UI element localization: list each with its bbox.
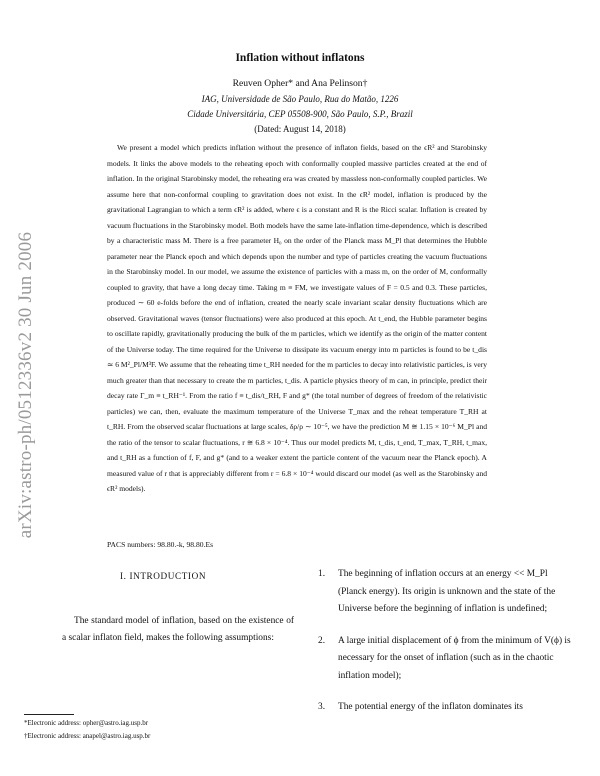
pacs-numbers: PACS numbers: 98.80.-k, 98.80.Es xyxy=(107,540,214,549)
intro-text: The standard model of inflation, based on the existence of a scalar inflaton field, makes the following assumptions: xyxy=(62,616,294,643)
footnote-2: †Electronic address: anapel@astro.iag.usp.br xyxy=(24,732,151,740)
arxiv-identifier: arXiv:astro-ph/0512336v2 30 Jun 2006 xyxy=(15,231,36,539)
list-item-number: 2. xyxy=(318,635,326,646)
affiliation-line-2: Cidade Universitária, CEP 05508-900, São Paulo, S.P., Brazil xyxy=(187,109,413,119)
abstract xyxy=(107,140,487,497)
list-item-number: 3. xyxy=(318,702,326,712)
arxiv-sidebar xyxy=(6,175,46,595)
author-list: Reuven Opher* and Ana Pelinson† xyxy=(232,78,368,89)
list-item xyxy=(318,566,576,619)
footnote-divider xyxy=(24,714,74,715)
introduction-paragraph xyxy=(62,613,294,647)
list-item-text: A large initial displacement of ϕ from the minimum of V(ϕ) is necessary for the onset of inflation (such as in the chaotic inflation model); xyxy=(338,635,571,681)
list-item xyxy=(318,699,576,717)
assumptions-list xyxy=(318,566,576,731)
affiliation-line-1: IAG, Universidade de São Paulo, Rua do Matão, 1226 xyxy=(201,94,399,104)
footnote-1: *Electronic address: opher@astro.iag.usp.br xyxy=(24,719,149,727)
abstract-text: We present a model which predicts inflation without the presence of inflaton fields, based on the ϵR² and Starobinsky models. It links the above models to the reheating epoch with conformally coupled massive particles created at the end of inflation. In the original Starobinsky model, the reheating era was created by massless non-conformally coupled particles. We assume here that non-conformal coupling to gravitation does not exist. In the ϵR² model, inflation is produced by the gravitational Lagrangian to which a term ϵR² is added, where ϵ is a constant and R is the Ricci scalar. Inflation is created by vacuum fluctuations in the Starobinsky model. Both models have the same late-inflation time-dependence, which is described by a characteristic mass M. There is a free parameter H₀ on the order of the Planck mass M_Pl that determines the Hubble parameter near the Planck epoch and which depends upon the number and type of particles creating the vacuum fluctuations in the Starobinsky model. In our model, we assume the existence of particles with a mass m, on the order of M, conformally coupled to gravity, that have a long decay time. Taking m ≡ FM, we investigate values of F = 0.5 and 0.3. These particles, produced ∼ 60 e-folds before the end of inflation, created the nearly scale invariant scalar density fluctuations which are observed. Gravitational waves (tensor fluctuations) were also produced at this epoch. At t_end, the Hubble parameter begins to oscillate rapidly, gravitationally producing the bulk of the m particles, which we identify as the origin of the matter content of the Universe today. The time required for the Universe to dissipate its vacuum energy into m particles is found to be t_dis ≃ 6 M²_Pl/M³F. We assume that the reheating time t_RH needed for the m particles to decay into relativistic particles, is very much greater than that necessary to create the m particles, t_dis. A particle physics theory of m can, in principle, predict their decay rate Γ_m ≡ t_RH⁻¹. From the ratio f ≡ t_dis/t_RH, F and g* (the total number of degrees of freedom of the relativistic particles) we can, then, evaluate the maximum temperature of the Universe T_max and the reheat temperature T_RH at t_RH. From the observed scalar fluctuations at large scales, δρ/ρ ∼ 10⁻⁵, we have the prediction M ≅ 1.15 × 10⁻⁶ M_Pl and the ratio of the tensor to scalar fluctuations, r ≅ 6.8 × 10⁻⁴. Thus our model predicts M, t_dis, t_end, T_max, T_RH, t_max, and t_RH as a function of f, F, and g* (and to a weaker extent the particle content of the vacuum near the Planck epoch). A measured value of r that is appreciably different from r = 6.8 × 10⁻⁴ would discard our model (as well as the Starobinsky and ϵR² models). xyxy=(107,143,487,493)
list-item-text: The beginning of inflation occurs at an energy << M_Pl (Planck energy). Its origin is unknown and the state of the Universe before the beginning of inflation is undefined; xyxy=(338,569,556,614)
list-item xyxy=(318,633,576,686)
dated-line: (Dated: August 14, 2018) xyxy=(254,124,346,134)
list-item-number: 1. xyxy=(318,569,326,579)
list-item-text: The potential energy of the inflaton dominates its xyxy=(338,702,523,712)
section-heading-introduction: I. INTRODUCTION xyxy=(120,571,207,581)
paper-title: Inflation without inflatons xyxy=(235,52,365,64)
